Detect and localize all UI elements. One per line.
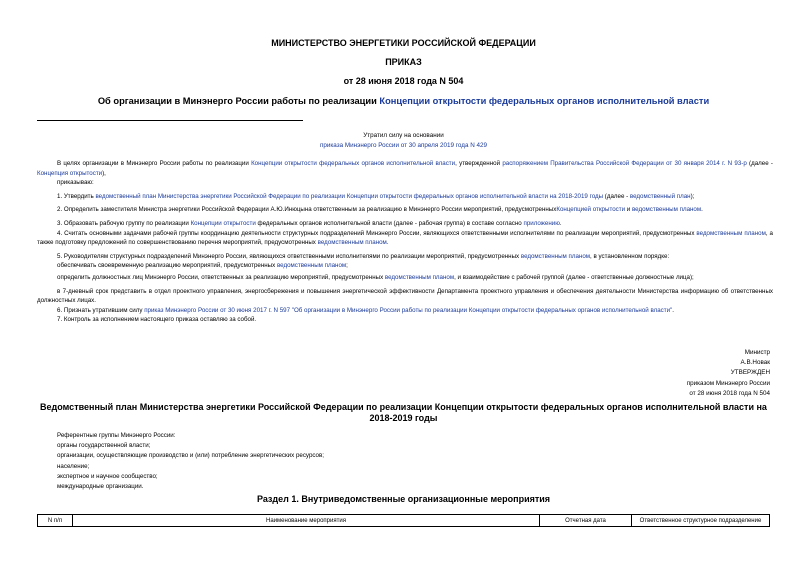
- paragraph-text: 2. Определить заместителя Министра энергетики Российской Федерации А.Ю.Инюцына ответственным за реализацию в Минэнерго России мероприятий, предусмотренных: [57, 206, 557, 214]
- departmental-plan-link[interactable]: ведомственным планом: [631, 206, 702, 214]
- paragraph-item-3: [37, 219, 773, 229]
- order-title: [0, 96, 807, 106]
- paragraph-item-2: [37, 205, 773, 215]
- paragraph-text: 3. Образовать рабочую группу по реализации: [57, 219, 191, 227]
- approved-label: УТВЕРЖДЕН: [730, 369, 770, 377]
- order-body: [37, 159, 773, 325]
- paragraph-text: обеспечивать своевременную реализацию мероприятий, предусмотренных: [57, 262, 277, 270]
- departmental-plan-short-link[interactable]: ведомственный план: [629, 192, 691, 200]
- departmental-plan-link[interactable]: ведомственным планом: [317, 239, 387, 247]
- departmental-plan-link[interactable]: ведомственным планом: [384, 273, 455, 281]
- reference-group-item: население;: [57, 462, 90, 470]
- section-title: Раздел 1. Внутриведомственные организационные мероприятия: [256, 494, 551, 504]
- reference-group-item: международные организации.: [57, 483, 144, 491]
- column-header-report-date: Отчетная дата: [540, 515, 632, 527]
- departmental-plan-link[interactable]: ведомственным планом: [276, 262, 347, 270]
- paragraph-text: и: [625, 206, 632, 214]
- plan-title-line-2: 2018-2019 годы: [369, 413, 438, 423]
- departmental-plan-link[interactable]: ведомственным планом: [696, 229, 766, 237]
- concept-link[interactable]: Концепцией открытости: [556, 206, 626, 214]
- ministry-heading: МИНИСТЕРСТВО ЭНЕРГЕТИКИ РОССИЙСКОЙ ФЕДЕРАЦИИ: [271, 38, 536, 48]
- departmental-plan-link[interactable]: ведомственный план Министерства энергетики Российской Федерации по реализации Концепции открытости федеральных органов исполнительной власти на 2018-2019 годы: [95, 192, 604, 200]
- paragraph-text: , утвержденной: [455, 160, 503, 167]
- signatory-name: А.В.Новак: [740, 359, 770, 367]
- paragraph-text: 1. Утвердить: [57, 192, 96, 200]
- paragraph-text: определить должностных лиц Минэнерго России, ответственных за реализацию мероприятий, предусмотренных: [57, 273, 385, 281]
- paragraph-text: 6. Признать утратившим силу: [57, 306, 145, 314]
- signature-block: [687, 348, 770, 399]
- paragraph-text: .: [559, 219, 562, 227]
- paragraph-text: федеральных органов исполнительной власти (далее - рабочая группа) в составе согласно: [255, 219, 524, 227]
- government-decree-link[interactable]: распоряжением Правительства Российской Федерации от 30 января 2014 г. N 93-р: [502, 160, 747, 167]
- paragraph-item-4: [37, 229, 773, 248]
- paragraph-text: .: [672, 306, 674, 314]
- doc-type-heading: ПРИКАЗ: [385, 57, 422, 67]
- paragraph-text: 4. Считать основными задачами рабочей группы координацию деятельности структурных подразделений Минэнерго России, являющихся ответственными исполнителями по реализации мероприятий, предусмотренных: [57, 229, 697, 237]
- order-date-heading: от 28 июня 2018 года N 504: [343, 76, 464, 86]
- paragraph-text: ;: [346, 262, 348, 270]
- annulling-order-link[interactable]: приказа Минэнерго России от 30 апреля 2019 года N 429: [319, 142, 488, 149]
- paragraph-text: , в установленном порядке:: [590, 252, 670, 260]
- reference-groups-heading: Референтные группы Минэнерго России:: [57, 432, 176, 439]
- table-header-row: [38, 515, 770, 527]
- paragraph-item-7: 7. Контроль за исполнением настоящего приказа оставляю за собой.: [57, 316, 257, 324]
- column-header-activity: Наименование мероприятия: [73, 515, 540, 527]
- approved-date: от 28 июня 2018 года N 504: [689, 389, 770, 397]
- paragraph-text: (далее -: [746, 160, 773, 167]
- paragraph-text: );: [690, 192, 695, 200]
- paragraph-text: , и взаимодействие с рабочей группой (далее - ответственные должностные лица);: [454, 273, 694, 281]
- order-title-text: Об организации в Минэнерго России работы по реализации: [97, 96, 380, 106]
- paragraph-intro: [37, 159, 773, 178]
- reference-groups: [57, 431, 324, 492]
- paragraph-text: , а также подготовку предложений по совершенствованию перечня мероприятий, предусмотренных: [37, 229, 773, 247]
- paragraph-text: .: [701, 206, 703, 214]
- order-title-link[interactable]: Концепции открытости федеральных органов исполнительной власти: [379, 96, 710, 106]
- paragraph-text: (далее -: [603, 192, 630, 200]
- plan-table: [37, 514, 770, 527]
- paragraph-item-6: [37, 306, 773, 316]
- reference-group-item: органы государственной власти;: [57, 442, 151, 450]
- divider-rule: [37, 120, 303, 121]
- paragraph-item-5-a: [37, 261, 773, 271]
- repealed-order-link[interactable]: приказ Минэнерго России от 30 июня 2017 г. N 597 "Об организации в Минэнерго России работы по реализации Концепции открытости федеральных органов исполнительной власти": [144, 306, 673, 314]
- paragraph-text: .: [386, 239, 389, 247]
- paragraph-text: 5. Руководителям структурных подразделений Минэнерго России, являющихся ответственными исполнителями по реализации мероприятий, предусмотренных: [57, 252, 521, 260]
- paragraph-text: ),: [102, 169, 106, 177]
- plan-title: [40, 402, 767, 424]
- paragraph-order: приказываю:: [57, 179, 94, 187]
- appendix-link[interactable]: приложению: [523, 219, 560, 227]
- concept-short-link[interactable]: Концепция открытости: [37, 169, 103, 177]
- paragraph-item-5-b: [37, 273, 773, 283]
- column-header-number: N п/п: [38, 515, 73, 527]
- signatory-position: Министр: [744, 349, 770, 356]
- plan-title-line-1: Ведомственный план Министерства энергетики Российской Федерации по реализации Концепции открытости федеральных органов исполнительной власти на: [40, 402, 767, 412]
- approved-by-order: приказом Минэнерго России: [686, 379, 770, 387]
- annulled-note: Утратил силу на основании: [363, 132, 444, 139]
- concept-link[interactable]: Концепции открытости федеральных органов исполнительной власти: [251, 160, 456, 167]
- annulled-note-link-line: [0, 142, 807, 149]
- concept-link[interactable]: Концепции открытости: [190, 219, 256, 227]
- column-header-responsible-unit: Ответственное структурное подразделение: [632, 515, 770, 527]
- paragraph-item-5-c: в 7-дневный срок представить в отдел проектного управления, энергосбережения и повышения энергетической эффективности Департамента проектного управления и обеспечения деятельности Министерства информацию об ответственных должностных лицах.: [37, 287, 773, 305]
- reference-group-item: экспертное и научное сообщество;: [57, 472, 158, 480]
- reference-group-item: организации, осуществляющие производство и (или) потребление энергетических ресурсов;: [57, 452, 325, 460]
- paragraph-text: В целях организации в Минэнерго России работы по реализации: [57, 160, 252, 167]
- departmental-plan-link[interactable]: ведомственным планом: [520, 252, 591, 260]
- paragraph-item-5: [37, 252, 773, 262]
- paragraph-item-1: [37, 192, 773, 202]
